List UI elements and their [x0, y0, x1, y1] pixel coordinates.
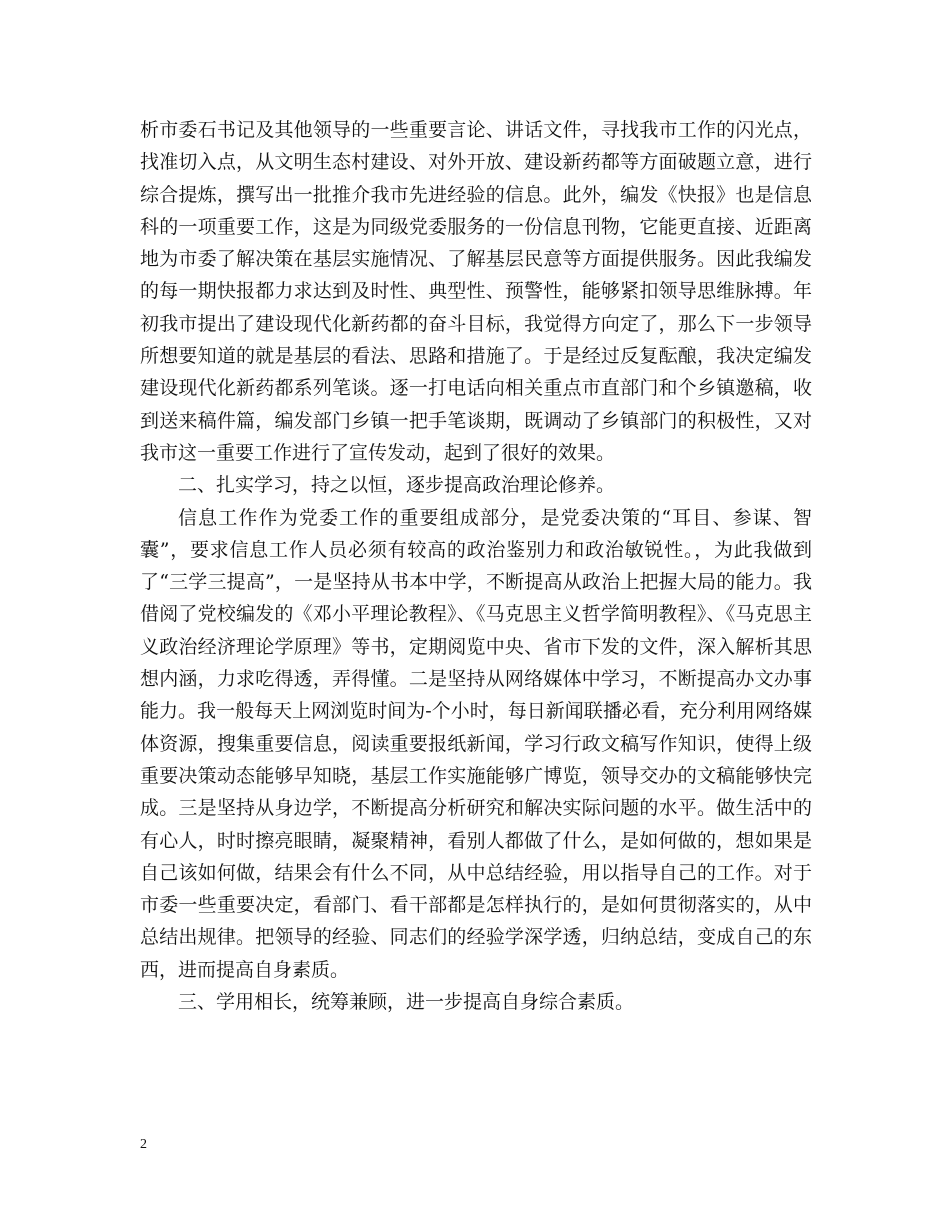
document-body: [140, 114, 812, 1018]
paragraph-study: 信息工作作为党委工作的重要组成部分，是党委决策的“耳目、参谋、智囊”，要求信息工作人员必须有较高的政治鉴别力和政治敏锐性。，为此我做到了“三学三提高”，一是坚持从书本中学，不断提高从政治上把握大局的能力。我借阅了党校编发的《邓小平理论教程》、《马克思主义哲学简明教程》、《马克思主义政治经济理论学原理》等书，定期阅览中央、省市下发的文件，深入解析其思想内涵，力求吃得透，弄得懂。二是坚持从网络媒体中学习，不断提高办文办事能力。我一般每天上网浏览时间为-个小时，每日新闻联播必看，充分利用网络媒体资源，搜集重要信息，阅读重要报纸新闻，学习行政文稿写作知识，使得上级重要决策动态能够早知晓，基层工作实施能够广博览，领导交办的文稿能够快完成。三是坚持从身边学，不断提高分析研究和解决实际问题的水平。做生活中的有心人，时时擦亮眼睛，凝聚精神，看别人都做了什么，是如何做的，想如果是自己该如何做，结果会有什么不同，从中总结经验，用以指导自己的工作。对于市委一些重要决定，看部门、看干部都是怎样执行的，是如何贯彻落实的，从中总结出规律。把领导的经验、同志们的经验学深学透，归纳总结，变成自己的东西，进而提高自身素质。: [140, 506, 812, 981]
paragraph-continuation: 析市委石书记及其他领导的一些重要言论、讲话文件，寻找我市工作的闪光点，找准切入点，从文明生态村建设、对外开放、建设新药都等方面破题立意，进行综合提炼，撰写出一批推介我市先进经验的信息。此外，编发《快报》也是信息科的一项重要工作，这是为同级党委服务的一份信息刊物，它能更直接、近距离地为市委了解决策在基层实施情况、了解基层民意等方面提供服务。因此我编发的每一期快报都力求达到及时性、典型性、预警性，能够紧扣领导思维脉搏。年初我市提出了建设现代化新药都的奋斗目标，我觉得方向定了，那么下一步领导所想要知道的就是基层的看法、思路和措施了。于是经过反复酝酿，我决定编发建设现代化新药都系列笔谈。逐一打电话向相关重点市直部门和个乡镇邀稿，收到送来稿件篇，编发部门乡镇一把手笔谈期，既调动了乡镇部门的积极性，又对我市这一重要工作进行了宣传发动，起到了很好的效果。: [140, 119, 812, 464]
page-number: 2: [140, 1137, 147, 1152]
section-heading-three: 三、学用相长，统筹兼顾，进一步提高自身综合素质。: [178, 991, 635, 1014]
section-heading-two: 二、扎实学习，持之以恒，逐步提高政治理论修养。: [178, 474, 616, 497]
